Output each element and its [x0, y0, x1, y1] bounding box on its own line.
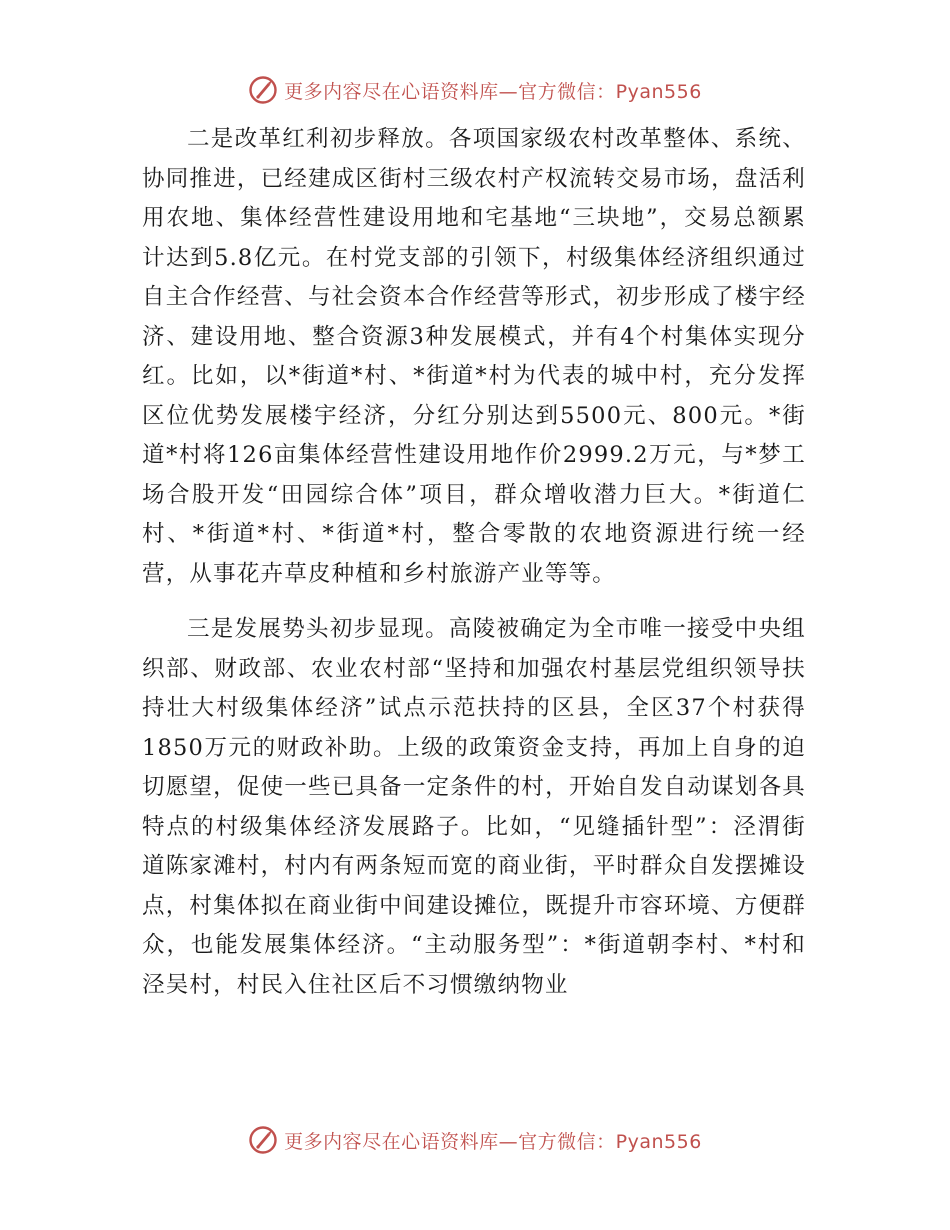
watermark-text: 更多内容尽在心语资料库—官方微信：Pyan556 — [284, 1130, 702, 1153]
paragraph-reform-dividend: 二是改革红利初步释放。各项国家级农村改革整体、系统、协同推进，已经建成区街村三级农村产权流转交易市场，盘活利用农地、集体经营性建设用地和宅基地“三块地”，交易总额累计达到5.8亿元。在村党支部的引领下，村级集体经济组织通过自主合作经营、与社会资本合作经营等形式，初步形成了楼宇经济、建设用地、整合资源3种发展模式，并有4个村集体实现分红。比如，以*街道*村、*街道*村为代表的城中村，充分发挥区位优势发展楼宇经济，分红分别达到5500元、800元。*街道*村将126亩集体经营性建设用地作价2999.2万元，与*梦工场合股开发“田园综合体”项目，群众增收潜力巨大。*街道仁村、*街道*村、*街道*村，整合零散的农地资源进行统一经营，从事花卉草皮种植和乡村旅游产业等等。 — [142, 126, 806, 587]
quill-seal-icon — [248, 1125, 278, 1155]
paragraph-development-momentum: 三是发展势头初步显现。高陵被确定为全市唯一接受中央组织部、财政部、农业农村部“坚持和加强农村基层党组织领导扶持壮大村级集体经济”试点示范扶持的区县，全区37个村获得1850万元的财政补助。上级的政策资金支持，再加上自身的迫切愿望，促使一些已具备一定条件的村，开始自发自动谋划各具特点的村级集体经济发展路子。比如，“见缝插针型”：泾渭街道陈家滩村，村内有两条短而宽的商业街，平时群众自发摆摊设点，村集体拟在商业街中间建设摊位，既提升市容环境、方便群众，也能发展集体经济。“主动服务型”：*街道朝李村、*村和泾吴村，村民入住社区后不习惯缴纳物业 — [142, 616, 806, 998]
document-body — [142, 120, 806, 1005]
footer-watermark — [0, 1122, 950, 1158]
quill-seal-icon — [248, 75, 278, 105]
watermark-text: 更多内容尽在心语资料库—官方微信：Pyan556 — [284, 80, 702, 103]
header-watermark — [0, 72, 950, 108]
